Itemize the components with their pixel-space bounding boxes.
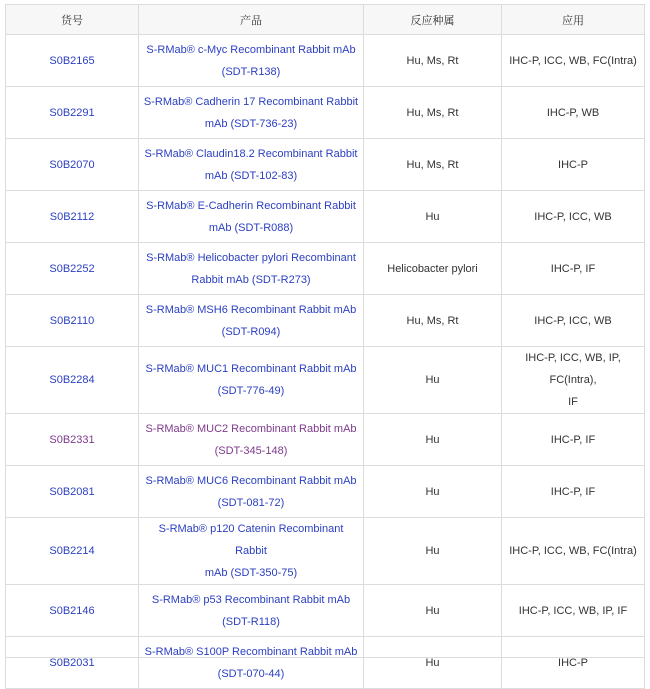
header-catalog-number: 货号 (6, 5, 139, 35)
table-row (6, 466, 645, 518)
product-name-line: (SDT-345-148) (214, 444, 288, 457)
reactivity-cell: Hu (364, 518, 502, 585)
catalog-number-cell (6, 414, 139, 466)
product-link[interactable] (145, 423, 356, 457)
product-link[interactable] (145, 363, 356, 397)
catalog-number-cell (6, 87, 139, 139)
application-cell (502, 35, 645, 87)
product-cell (139, 295, 364, 347)
catalog-number-cell (6, 347, 139, 414)
product-name-line: S-RMab® MUC6 Recombinant Rabbit mAb (145, 474, 357, 487)
table-row (6, 35, 645, 87)
reactivity-cell: Hu, Ms, Rt (364, 295, 502, 347)
product-cell (139, 518, 364, 585)
application-line: IHC-P, IF (550, 433, 596, 446)
header-application: 应用 (502, 5, 645, 35)
reactivity-cell: Hu, Ms, Rt (364, 87, 502, 139)
application-cell (502, 518, 645, 585)
table-row (6, 347, 645, 414)
table-row (6, 518, 645, 585)
header-product: 产品 (139, 5, 364, 35)
application-line: IHC-P (558, 158, 588, 171)
application-line: IHC-P, ICC, WB (534, 314, 612, 327)
product-link[interactable] (145, 475, 356, 509)
table-row (6, 637, 645, 689)
product-name-line: S-RMab® Claudin18.2 Recombinant Rabbit (144, 147, 358, 160)
product-name-line: S-RMab® E-Cadherin Recombinant Rabbit (146, 199, 356, 212)
product-cell (139, 35, 364, 87)
product-cell (139, 191, 364, 243)
catalog-number-link[interactable]: S0B2110 (49, 314, 95, 327)
product-name-line: S-RMab® MUC1 Recombinant Rabbit mAb (145, 363, 357, 375)
application-line: IHC-P, ICC, WB (534, 210, 612, 223)
application-cell (502, 414, 645, 466)
product-cell (139, 585, 364, 637)
product-name-line: S-RMab® Helicobacter pylori Recombinant (146, 251, 356, 264)
table-row (6, 87, 645, 139)
application-line: IHC-P, ICC, WB, IP, IF (518, 604, 628, 617)
product-link[interactable] (159, 523, 344, 579)
product-name-line: S-RMab® c-Myc Recombinant Rabbit mAb (146, 43, 356, 56)
application-cell (502, 637, 645, 689)
product-table-container (5, 4, 644, 689)
product-name-line: mAb (SDT-350-75) (204, 567, 298, 579)
product-table (5, 4, 645, 689)
catalog-number-cell (6, 139, 139, 191)
reactivity-cell: Hu, Ms, Rt (364, 139, 502, 191)
application-cell (502, 585, 645, 637)
catalog-number-link[interactable]: S0B2165 (49, 54, 95, 67)
catalog-number-cell (6, 585, 139, 637)
product-link[interactable] (145, 148, 358, 182)
application-line: IHC-P, ICC, WB, FC(Intra) (509, 545, 637, 557)
application-cell (502, 139, 645, 191)
catalog-number-link[interactable]: S0B2252 (49, 262, 95, 275)
product-name-line: Rabbit mAb (SDT-R273) (191, 273, 311, 286)
header-reactivity: 反应种属 (364, 5, 502, 35)
catalog-number-cell (6, 243, 139, 295)
application-cell (502, 87, 645, 139)
product-name-line: S-RMab® S100P Recombinant Rabbit mAb (144, 645, 358, 658)
table-body (6, 35, 645, 689)
catalog-number-link[interactable]: S0B2284 (49, 374, 95, 386)
catalog-number-link[interactable]: S0B2146 (49, 604, 95, 617)
product-link[interactable] (144, 96, 358, 130)
product-name-line: S-RMab® MSH6 Recombinant Rabbit mAb (145, 303, 357, 316)
product-link[interactable] (146, 252, 356, 286)
application-line: IHC-P, ICC, WB, IP, FC(Intra), (525, 352, 621, 386)
product-cell (139, 347, 364, 414)
product-cell (139, 243, 364, 295)
product-name-line: mAb (SDT-102-83) (204, 169, 298, 182)
catalog-number-link[interactable]: S0B2081 (49, 485, 95, 498)
reactivity-cell: Helicobacter pylori (364, 243, 502, 295)
product-cell (139, 637, 364, 689)
product-link[interactable] (145, 646, 358, 680)
product-name-line: (SDT-R094) (221, 325, 281, 338)
product-name-line: (SDT-R118) (222, 615, 280, 628)
table-row (6, 295, 645, 347)
catalog-number-cell (6, 466, 139, 518)
product-link[interactable] (146, 304, 356, 338)
product-name-line: S-RMab® p120 Catenin Recombinant Rabbit (158, 523, 344, 557)
product-cell (139, 466, 364, 518)
table-row (6, 585, 645, 637)
reactivity-cell: Hu (364, 347, 502, 414)
product-link[interactable] (146, 44, 355, 78)
application-cell (502, 347, 645, 414)
catalog-number-cell (6, 295, 139, 347)
product-name-line: (SDT-081-72) (217, 496, 285, 509)
application-line: IHC-P, IF (550, 485, 596, 498)
application-line: IHC-P, WB (546, 106, 600, 119)
catalog-number-link[interactable]: S0B2070 (49, 158, 95, 171)
product-name-line: (SDT-R138) (221, 65, 281, 78)
product-link[interactable] (152, 594, 350, 628)
catalog-number-cell (6, 637, 139, 689)
application-cell (502, 466, 645, 518)
table-row (6, 414, 645, 466)
product-name-line: S-RMab® Cadherin 17 Recombinant Rabbit (143, 95, 359, 108)
product-name-line: S-RMab® p53 Recombinant Rabbit mAb (151, 593, 351, 606)
product-name-line: (SDT-776-49) (217, 385, 285, 397)
catalog-number-link[interactable]: S0B2331 (49, 433, 95, 446)
table-row (6, 191, 645, 243)
application-line: IF (568, 396, 578, 408)
product-name-line: mAb (SDT-R088) (208, 221, 294, 234)
catalog-number-cell (6, 191, 139, 243)
reactivity-cell: Hu, Ms, Rt (364, 35, 502, 87)
application-cell (502, 295, 645, 347)
application-cell (502, 243, 645, 295)
table-row (6, 139, 645, 191)
reactivity-cell: Hu (364, 637, 502, 689)
application-cell (502, 191, 645, 243)
catalog-number-link[interactable]: S0B2214 (49, 545, 95, 557)
application-line: IHC-P, IF (550, 262, 596, 275)
reactivity-cell: Hu (364, 191, 502, 243)
catalog-number-link[interactable]: S0B2112 (49, 210, 95, 223)
catalog-number-cell (6, 35, 139, 87)
catalog-number-link[interactable]: S0B2291 (49, 106, 95, 119)
table-bottom-divider (5, 657, 644, 662)
table-header-row (6, 5, 645, 35)
product-name-line: S-RMab® MUC2 Recombinant Rabbit mAb (145, 422, 357, 435)
table-row (6, 243, 645, 295)
catalog-number-link[interactable]: S0B2031 (49, 656, 95, 669)
product-name-line: mAb (SDT-736-23) (204, 117, 298, 130)
product-cell (139, 87, 364, 139)
product-link[interactable] (146, 200, 356, 234)
application-line: IHC-P (558, 656, 588, 669)
reactivity-cell: Hu (364, 414, 502, 466)
reactivity-cell: Hu (364, 466, 502, 518)
reactivity-cell: Hu (364, 585, 502, 637)
application-line: IHC-P, ICC, WB, FC(Intra) (509, 54, 637, 67)
product-name-line: (SDT-070-44) (217, 667, 285, 680)
catalog-number-cell (6, 518, 139, 585)
product-cell (139, 139, 364, 191)
product-cell (139, 414, 364, 466)
